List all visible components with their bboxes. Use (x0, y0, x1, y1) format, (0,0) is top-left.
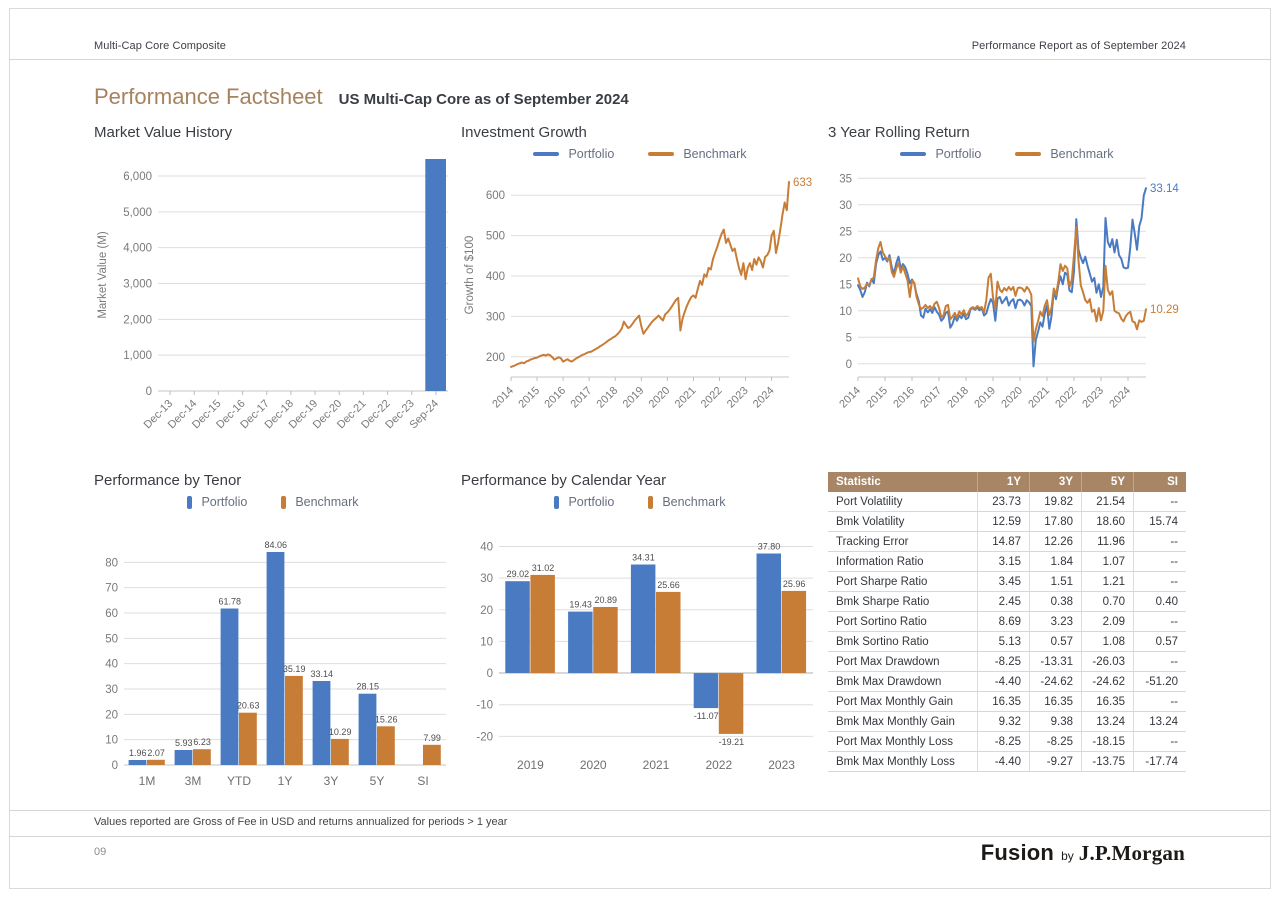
svg-text:30: 30 (480, 573, 493, 586)
svg-text:3,000: 3,000 (123, 278, 152, 291)
svg-text:Dec-18: Dec-18 (262, 397, 297, 432)
legend-marker (187, 496, 192, 509)
svg-text:40: 40 (480, 541, 493, 554)
svg-text:2019: 2019 (972, 384, 999, 411)
svg-text:2021: 2021 (1026, 384, 1053, 411)
bar-benchmark (239, 713, 257, 765)
bar-portfolio (267, 552, 285, 765)
chart-market-value-history (94, 124, 452, 452)
svg-text:2023: 2023 (768, 758, 795, 772)
stat-label-cell: Tracking Error (828, 532, 978, 551)
stat-value-cell: 1.07 (1082, 552, 1134, 571)
stats-header-cell: 3Y (1030, 472, 1082, 492)
svg-text:Sep-24: Sep-24 (407, 397, 442, 432)
svg-text:2018: 2018 (594, 384, 621, 411)
svg-text:29.02: 29.02 (506, 569, 530, 580)
legend-marker (554, 496, 559, 509)
stats-table-row (828, 512, 1186, 532)
legend-item-benchmark (1015, 147, 1113, 161)
stat-value-cell: 14.87 (978, 532, 1030, 551)
bar-benchmark (147, 760, 165, 765)
svg-text:Dec-19: Dec-19 (286, 397, 321, 432)
stat-value-cell: 8.69 (978, 612, 1030, 631)
svg-text:35.19: 35.19 (282, 663, 306, 674)
bar-portfolio (505, 581, 530, 673)
svg-text:37.80: 37.80 (757, 541, 781, 552)
svg-text:Dec-14: Dec-14 (165, 397, 200, 432)
stat-value-cell: 2.09 (1082, 612, 1134, 631)
stat-value-cell: -- (1170, 615, 1178, 628)
stat-value-cell: 18.60 (1082, 512, 1134, 531)
bar-benchmark (331, 739, 349, 765)
stats-table (828, 472, 1186, 772)
stats-header-cell: Statistic (828, 472, 978, 492)
svg-text:2022: 2022 (705, 758, 733, 772)
stat-value-cell: -- (1170, 575, 1178, 588)
stat-value-cell: -- (1170, 535, 1178, 548)
svg-text:-20: -20 (476, 731, 493, 744)
svg-text:Dec-13: Dec-13 (141, 397, 176, 432)
svg-text:3Y: 3Y (323, 774, 339, 788)
chart-title: Performance by Tenor (94, 472, 242, 489)
stats-table-row (828, 552, 1186, 572)
svg-text:2022: 2022 (1053, 384, 1080, 411)
legend-item-portfolio (554, 495, 614, 509)
stat-value-cell: -8.25 (1030, 732, 1082, 751)
svg-text:80: 80 (105, 557, 118, 570)
legend-marker (648, 152, 674, 156)
svg-text:0: 0 (145, 386, 152, 398)
svg-text:2.07: 2.07 (147, 747, 165, 758)
investment-growth-plot (461, 165, 819, 429)
page-subtitle: US Multi-Cap Core as of September 2024 (338, 91, 629, 108)
stat-value-cell: 1.21 (1082, 572, 1134, 591)
bar-portfolio (175, 750, 193, 765)
svg-text:20: 20 (480, 604, 493, 617)
legend-item-benchmark (648, 495, 725, 509)
stat-value-cell: 23.73 (978, 492, 1030, 511)
legend-label: Benchmark (662, 495, 726, 509)
chart-legend (94, 491, 452, 513)
stats-table-row (828, 652, 1186, 672)
svg-text:2015: 2015 (864, 384, 891, 411)
svg-text:20: 20 (105, 709, 118, 722)
bar-portfolio (631, 565, 656, 674)
stat-label-cell: Port Max Monthly Loss (828, 732, 978, 751)
svg-text:-10: -10 (476, 699, 493, 712)
svg-text:1Y: 1Y (277, 774, 293, 788)
svg-text:25.96: 25.96 (782, 578, 806, 589)
svg-text:SI: SI (417, 774, 429, 788)
benchmark-line (511, 182, 789, 367)
svg-text:10: 10 (105, 734, 118, 747)
charts-grid (94, 124, 1186, 800)
svg-text:500: 500 (485, 230, 505, 243)
stat-value-cell: -24.62 (1030, 672, 1082, 691)
stat-value-cell: -- (1170, 695, 1178, 708)
svg-text:Dec-20: Dec-20 (310, 397, 345, 432)
svg-text:Dec-23: Dec-23 (383, 397, 417, 432)
market-value-history-plot (94, 143, 452, 447)
chart-legend (828, 143, 1186, 165)
stat-value-cell: -8.25 (978, 732, 1030, 751)
svg-text:-11.07: -11.07 (693, 711, 719, 722)
fusion-jpmorgan-logo (981, 840, 1185, 866)
stats-table-row (828, 492, 1186, 512)
chart-body (94, 491, 452, 800)
svg-text:33.14: 33.14 (310, 669, 334, 680)
stats-table-row (828, 732, 1186, 752)
stats-table-row (828, 592, 1186, 612)
bar-benchmark (193, 749, 211, 765)
stat-value-cell: 1.08 (1082, 632, 1134, 651)
stat-value-cell: 3.23 (1030, 612, 1082, 631)
stat-value-cell: 9.32 (978, 712, 1030, 731)
svg-text:1,000: 1,000 (123, 350, 152, 363)
legend-label: Benchmark (295, 495, 359, 509)
stats-table-row (828, 532, 1186, 552)
legend-label: Portfolio (568, 147, 615, 161)
svg-text:2020: 2020 (999, 384, 1026, 411)
bar-portfolio (359, 694, 377, 765)
svg-text:Growth of $100: Growth of $100 (464, 235, 476, 315)
stat-value-cell: -13.31 (1030, 652, 1082, 671)
svg-text:61.78: 61.78 (218, 596, 242, 607)
svg-text:10: 10 (839, 305, 852, 318)
stat-value-cell: 9.38 (1030, 712, 1082, 731)
svg-text:31.02: 31.02 (531, 562, 555, 573)
legend-marker (648, 496, 653, 509)
stat-value-cell: 0.57 (1155, 635, 1178, 648)
svg-text:200: 200 (485, 351, 505, 364)
stat-value-cell: 1.84 (1030, 552, 1082, 571)
stats-table-row (828, 632, 1186, 652)
legend-marker (1015, 152, 1041, 156)
svg-text:40: 40 (105, 658, 118, 671)
footnote-text: Values reported are Gross of Fee in USD and returns annualized for periods > 1 year (94, 816, 508, 828)
legend-label: Portfolio (935, 147, 982, 161)
stats-table-row (828, 612, 1186, 632)
stats-table-body (828, 492, 1186, 772)
legend-item-benchmark (648, 147, 746, 161)
stat-value-cell: 15.74 (1149, 515, 1178, 528)
svg-text:7.99: 7.99 (423, 732, 441, 743)
performance-by-tenor-plot (94, 513, 452, 795)
svg-text:1.96: 1.96 (129, 748, 147, 759)
stat-value-cell: 5.13 (978, 632, 1030, 651)
stats-table-row (828, 572, 1186, 592)
stat-value-cell: -- (1170, 555, 1178, 568)
stat-value-cell: 2.45 (978, 592, 1030, 611)
stat-value-cell: 17.80 (1030, 512, 1082, 531)
stat-value-cell: -4.40 (978, 752, 1030, 771)
stat-value-cell: 16.35 (1082, 692, 1134, 711)
svg-text:70: 70 (105, 582, 118, 595)
svg-text:2016: 2016 (891, 384, 918, 411)
svg-text:3M: 3M (184, 774, 202, 788)
svg-text:50: 50 (105, 633, 118, 646)
svg-text:2015: 2015 (516, 384, 543, 411)
legend-label: Portfolio (201, 495, 248, 509)
rolling-return-plot (828, 165, 1186, 429)
stat-value-cell: 3.15 (978, 552, 1030, 571)
chart-body (94, 143, 452, 452)
bar-portfolio (221, 609, 239, 766)
stat-value-cell: 13.24 (1082, 712, 1134, 731)
statistics-table (828, 472, 1186, 772)
stat-value-cell: 21.54 (1082, 492, 1134, 511)
legend-marker (533, 152, 559, 156)
stat-value-cell: 16.35 (1030, 692, 1082, 711)
svg-text:30: 30 (105, 684, 118, 696)
svg-text:6,000: 6,000 (123, 171, 152, 184)
svg-text:6.23: 6.23 (193, 737, 211, 748)
stat-label-cell: Bmk Sortino Ratio (828, 632, 978, 651)
svg-text:0: 0 (845, 358, 852, 371)
bar-portfolio (129, 760, 147, 765)
stat-value-cell: -18.15 (1082, 732, 1134, 751)
svg-text:1M: 1M (138, 774, 156, 788)
svg-text:633: 633 (793, 176, 813, 189)
svg-text:YTD: YTD (227, 774, 251, 788)
bar-market value (425, 159, 446, 391)
page-title: Performance Factsheet (94, 84, 323, 109)
performance-by-calendar-year-plot (461, 513, 819, 795)
logo-fusion-text: Fusion (980, 840, 1055, 865)
stat-value-cell: 0.40 (1155, 595, 1178, 608)
svg-text:300: 300 (485, 311, 505, 324)
svg-text:2023: 2023 (1080, 384, 1107, 411)
stat-value-cell: 1.51 (1030, 572, 1082, 591)
svg-text:20.89: 20.89 (594, 594, 618, 605)
svg-text:2020: 2020 (646, 384, 673, 411)
stat-value-cell: 11.96 (1082, 532, 1134, 551)
svg-text:2017: 2017 (918, 384, 945, 411)
stat-label-cell: Bmk Max Drawdown (828, 672, 978, 691)
statistics-table-container (828, 472, 1186, 800)
stat-label-cell: Bmk Volatility (828, 512, 978, 531)
svg-text:15.26: 15.26 (374, 714, 398, 725)
footer-divider (10, 836, 1270, 837)
svg-text:10.29: 10.29 (1150, 304, 1179, 317)
page-header (94, 40, 1186, 52)
bar-benchmark (719, 673, 744, 734)
bar-portfolio (568, 612, 593, 674)
svg-text:Dec-16: Dec-16 (214, 397, 248, 432)
chart-title: 3 Year Rolling Return (828, 124, 970, 141)
svg-text:2017: 2017 (568, 384, 595, 411)
stats-header-cell: SI (1167, 476, 1178, 488)
stat-label-cell: Port Volatility (828, 492, 978, 511)
svg-text:2021: 2021 (642, 758, 670, 772)
portfolio-line (858, 188, 1146, 366)
svg-text:33.14: 33.14 (1150, 183, 1179, 196)
page-number: 09 (94, 846, 107, 858)
stat-value-cell: -17.74 (1145, 755, 1178, 768)
svg-text:5: 5 (845, 332, 852, 345)
stat-value-cell: -9.27 (1030, 752, 1082, 771)
svg-text:2018: 2018 (945, 384, 972, 411)
stat-label-cell: Port Sortino Ratio (828, 612, 978, 631)
stat-value-cell: 0.70 (1082, 592, 1134, 611)
svg-text:Dec-15: Dec-15 (189, 397, 224, 432)
svg-text:25: 25 (839, 226, 852, 239)
svg-text:19.43: 19.43 (569, 599, 592, 610)
stat-label-cell: Information Ratio (828, 552, 978, 571)
bar-benchmark (530, 575, 555, 673)
chart-body (828, 143, 1186, 434)
legend-marker (281, 496, 286, 509)
stat-value-cell: -26.03 (1082, 652, 1134, 671)
chart-legend (461, 491, 819, 513)
svg-text:Market Value (M): Market Value (M) (97, 231, 109, 319)
stat-value-cell: 16.35 (978, 692, 1030, 711)
stats-table-header-row (828, 472, 1186, 492)
bar-portfolio (313, 681, 331, 765)
chart-title: Market Value History (94, 124, 233, 141)
svg-text:2023: 2023 (724, 384, 751, 411)
bar-benchmark (782, 591, 807, 673)
stat-value-cell: 0.57 (1030, 632, 1082, 651)
svg-text:0: 0 (486, 668, 493, 681)
svg-text:34.31: 34.31 (632, 552, 655, 563)
svg-text:2022: 2022 (698, 384, 725, 411)
chart-investment-growth (461, 124, 819, 452)
svg-text:Dec-21: Dec-21 (334, 397, 369, 432)
header-left-text: Multi-Cap Core Composite (94, 40, 226, 52)
stat-label-cell: Bmk Sharpe Ratio (828, 592, 978, 611)
chart-rolling-return (828, 124, 1186, 452)
svg-text:2021: 2021 (672, 384, 699, 411)
svg-text:2020: 2020 (579, 758, 607, 772)
bar-benchmark (656, 592, 681, 673)
svg-text:2024: 2024 (1107, 384, 1134, 411)
stat-label-cell: Bmk Max Monthly Loss (828, 752, 978, 771)
svg-text:35: 35 (839, 173, 852, 186)
bar-benchmark (423, 745, 441, 765)
logo-by-text: by (1061, 849, 1074, 863)
svg-text:30: 30 (839, 199, 852, 212)
svg-text:2019: 2019 (620, 384, 647, 411)
header-right-text: Performance Report as of September 2024 (971, 40, 1186, 52)
svg-text:2,000: 2,000 (123, 314, 152, 327)
stat-value-cell: -51.20 (1145, 675, 1178, 688)
legend-item-benchmark (281, 495, 358, 509)
header-divider (10, 59, 1270, 60)
svg-text:28.15: 28.15 (356, 681, 380, 692)
svg-text:5.93: 5.93 (175, 737, 193, 748)
chart-performance-by-calendar-year (461, 472, 819, 800)
stat-value-cell: -- (1170, 655, 1178, 668)
svg-text:Dec-22: Dec-22 (359, 397, 393, 432)
stats-table-row (828, 692, 1186, 712)
stat-value-cell: 12.26 (1030, 532, 1082, 551)
title-bar (94, 84, 629, 110)
svg-text:10: 10 (480, 636, 493, 649)
svg-text:Dec-17: Dec-17 (238, 397, 272, 432)
stat-label-cell: Port Max Drawdown (828, 652, 978, 671)
svg-text:25.66: 25.66 (657, 579, 680, 590)
svg-text:-19.21: -19.21 (718, 736, 745, 747)
stat-label-cell: Bmk Max Monthly Gain (828, 712, 978, 731)
stat-value-cell: 3.45 (978, 572, 1030, 591)
footnote-top-divider (10, 810, 1270, 811)
stat-label-cell: Port Sharpe Ratio (828, 572, 978, 591)
stats-table-row (828, 752, 1186, 772)
legend-item-portfolio (187, 495, 247, 509)
stat-value-cell: -- (1170, 735, 1178, 748)
svg-text:2014: 2014 (837, 384, 864, 411)
chart-performance-by-tenor (94, 472, 452, 800)
bar-portfolio (757, 554, 782, 674)
stat-value-cell: 13.24 (1149, 715, 1178, 728)
stats-table-row (828, 672, 1186, 692)
svg-text:20: 20 (839, 252, 852, 265)
logo-jpmorgan-text: J.P.Morgan (1078, 841, 1185, 865)
stat-value-cell: -- (1170, 495, 1178, 508)
svg-text:2016: 2016 (542, 384, 569, 411)
svg-text:15: 15 (839, 279, 852, 292)
svg-text:84.06: 84.06 (264, 540, 288, 551)
bar-benchmark (377, 726, 395, 765)
svg-text:10.29: 10.29 (328, 726, 352, 737)
stats-table-row (828, 712, 1186, 732)
svg-text:5Y: 5Y (369, 774, 385, 788)
svg-text:2019: 2019 (517, 758, 544, 772)
legend-marker (900, 152, 926, 156)
legend-label: Benchmark (1050, 147, 1114, 161)
legend-label: Benchmark (683, 147, 747, 161)
chart-title: Performance by Calendar Year (461, 472, 667, 489)
stat-value-cell: -24.62 (1082, 672, 1134, 691)
chart-legend (461, 143, 819, 165)
svg-text:0: 0 (111, 760, 118, 772)
stats-header-cell: 5Y (1082, 472, 1134, 492)
bar-benchmark (285, 676, 303, 765)
stat-value-cell: 0.38 (1030, 592, 1082, 611)
stat-value-cell: -4.40 (978, 672, 1030, 691)
svg-text:5,000: 5,000 (123, 206, 152, 219)
svg-text:2014: 2014 (490, 384, 517, 411)
bar-benchmark (593, 607, 618, 673)
stat-value-cell: 12.59 (978, 512, 1030, 531)
stat-label-cell: Port Max Monthly Gain (828, 692, 978, 711)
svg-text:20.63: 20.63 (236, 700, 260, 711)
svg-text:2024: 2024 (750, 384, 777, 411)
stat-value-cell: 19.82 (1030, 492, 1082, 511)
stat-value-cell: -13.75 (1082, 752, 1134, 771)
legend-item-portfolio (900, 147, 981, 161)
stat-value-cell: -8.25 (978, 652, 1030, 671)
svg-text:400: 400 (485, 271, 505, 284)
svg-text:4,000: 4,000 (123, 242, 152, 255)
legend-label: Portfolio (568, 495, 615, 509)
chart-title: Investment Growth (461, 124, 587, 141)
stats-header-cell: 1Y (978, 472, 1030, 492)
legend-item-portfolio (533, 147, 614, 161)
svg-text:600: 600 (485, 190, 505, 203)
chart-body (461, 143, 819, 434)
bar-portfolio (694, 673, 719, 708)
chart-body (461, 491, 819, 800)
svg-text:60: 60 (105, 608, 118, 620)
